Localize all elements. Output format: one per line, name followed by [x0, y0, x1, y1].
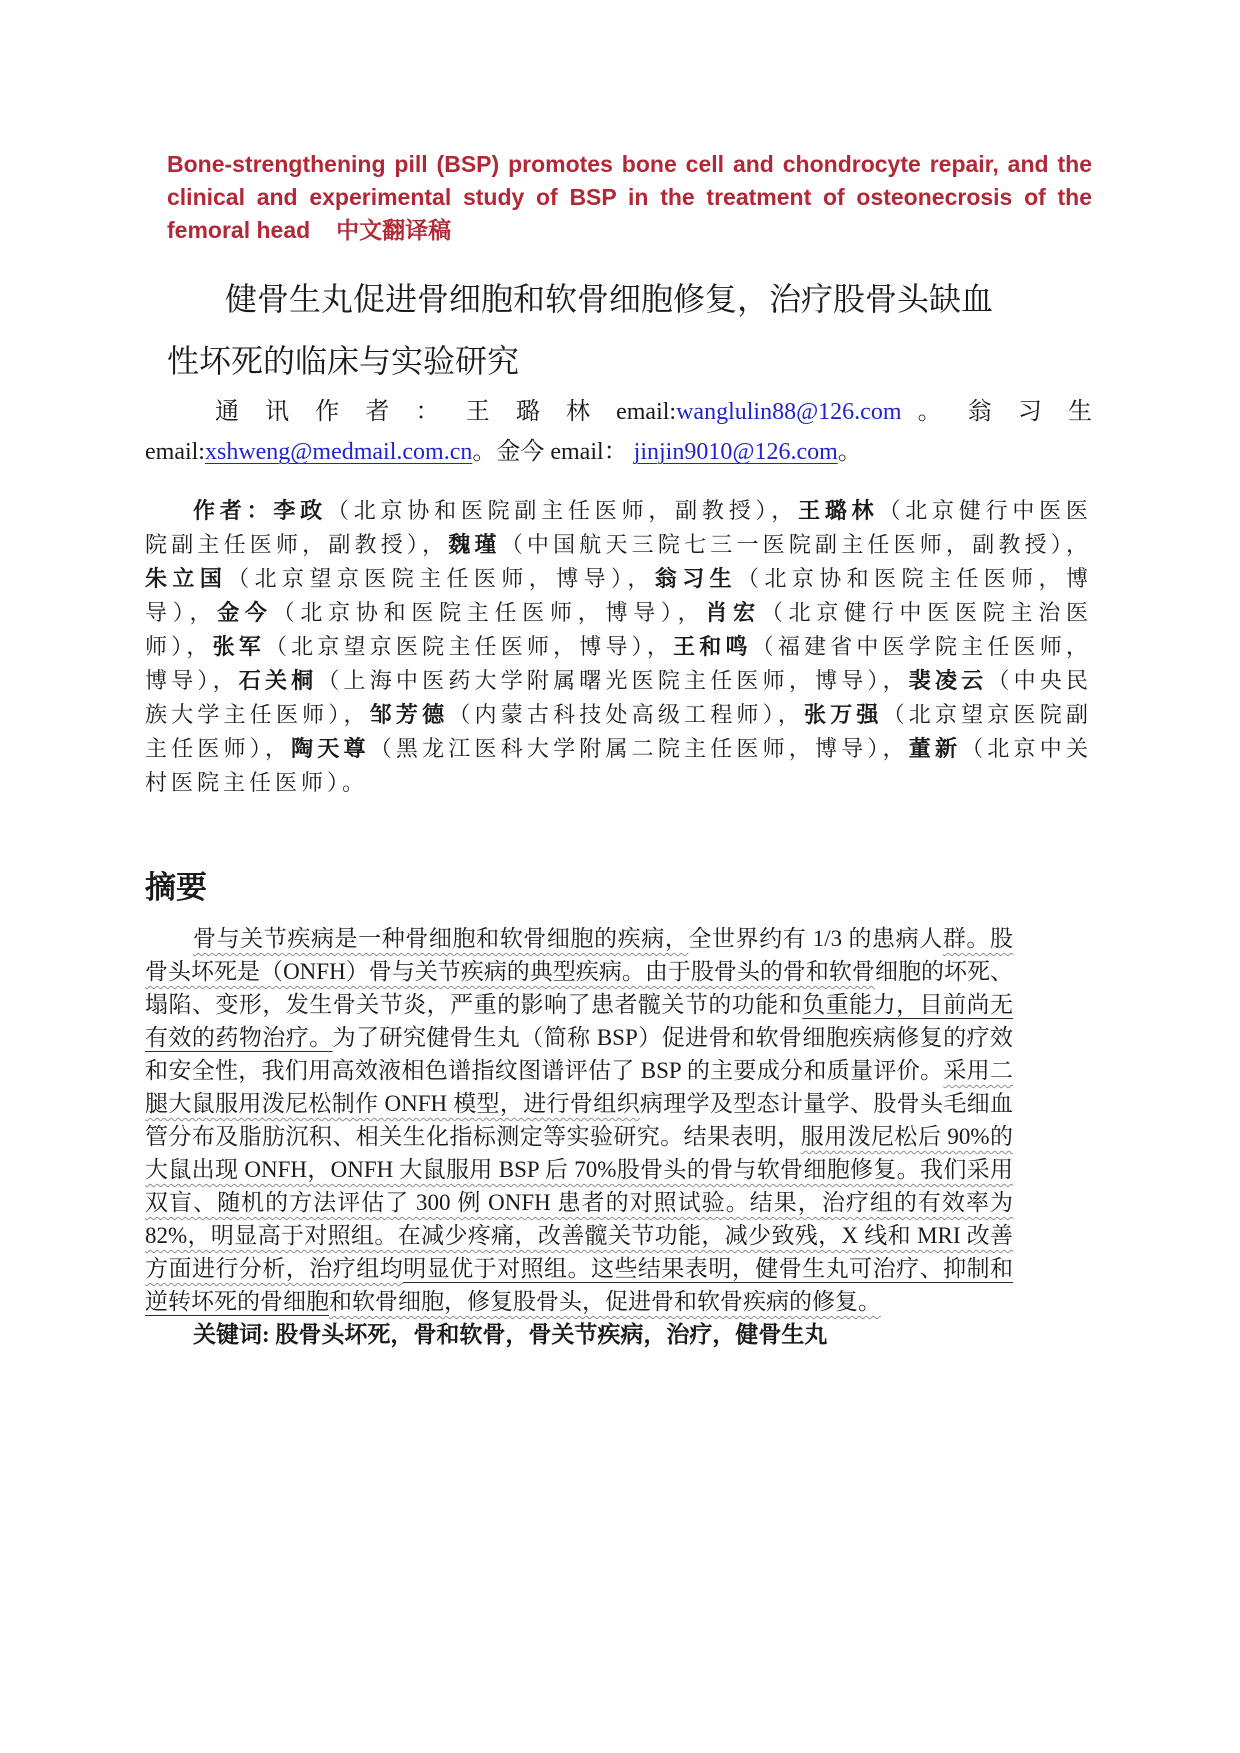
- abstract-segment: 和软骨细胞，修复股骨头，促进骨和软骨疾病的修复。: [329, 1289, 881, 1314]
- author-affiliation: （北京健行中医医院主治医师），: [145, 600, 1092, 659]
- abstract-segment: 采用二腿大鼠服用泼尼松制作 ONFH 模型，进行骨组织: [145, 1058, 1013, 1116]
- author-name: 魏瑾: [448, 532, 501, 557]
- chinese-title: 健骨生丸促进骨细胞和软骨细胞修复，治疗股骨头缺血性坏死的临床与实验研究: [167, 281, 994, 379]
- author-name: 张万强: [804, 702, 883, 727]
- author-name: 翁习生: [654, 566, 738, 591]
- author-affiliation: （中国航天三院七三一医院副主任医师，副教授），: [500, 532, 1092, 557]
- author-affiliation: （北京健行中医医院副主任医师，副教授），: [145, 498, 1092, 557]
- abstract-segment: 服用泼尼松后 90%的大鼠出现 ONFH，ONFH 大鼠服用 BSP 后 70%股骨头的骨与软骨细胞修复。我们采用双盲、随机的方法评估了 300 例 ONFH 患者的对照试验。结果，治疗组的有效率为 82%，明显高于对照组。在减少疼痛，改善髋关节功能，减少致残，X 线和 MRI 改善方面进行分析，治疗组均: [145, 1124, 1013, 1281]
- contact-suffix: 。: [837, 439, 862, 465]
- keywords-line: [145, 1318, 1013, 1351]
- author-affiliation: （福建省中医学院主任医师，博导），: [145, 634, 1092, 693]
- author-affiliation: （内蒙古科技处高级工程师），: [448, 702, 805, 727]
- abstract-segment: 病理学及型态计量学、股骨头毛细血管分布及脂肪沉积、相关生化指标测定等实验研究。结果表明，: [145, 1091, 1014, 1149]
- author-name: 李政: [273, 498, 327, 523]
- author-name: 王璐林: [798, 498, 879, 523]
- author-affiliation: （北京望京医院主任医师，博导），: [227, 566, 655, 591]
- abstract-paragraph: [145, 922, 1013, 1318]
- author-affiliation: （中央民族大学主任医师），: [145, 668, 1092, 727]
- abstract-segment: 负重能力，目前尚无有效的药物治疗。: [145, 992, 1014, 1050]
- author-affiliation: （上海中医药大学附属曙光医院主任医师，博导），: [317, 668, 909, 693]
- authors-label: 作者：: [193, 498, 274, 523]
- english-title-text: Bone-strengthening pill (BSP) promotes bone cell and chondrocyte repair, and the clinical and experimental study of BSP in the treatment of osteonecrosis of the femoral head: [167, 151, 1092, 243]
- author-name: 朱立国: [145, 566, 228, 591]
- email-link-xshweng[interactable]: xshweng@medmail.com.cn: [204, 439, 473, 465]
- translation-tag: 中文翻译稿: [336, 217, 452, 243]
- author-name: 石关桐: [238, 668, 318, 693]
- abstract-segment: 细胞的坏死、塌陷、变形，发生骨关节炎，严重的影响了患者髋关节的功能和: [145, 959, 1014, 1017]
- author-affiliation: （北京协和医院副主任医师，副教授），: [326, 498, 799, 523]
- author-affiliation: （北京望京医院副主任医师），: [145, 702, 1092, 761]
- email-link-jinjin[interactable]: jinjin9010@126.com: [633, 439, 838, 465]
- author-affiliation: （北京协和医院主任医师，博导），: [145, 566, 1092, 625]
- author-name: 陶天尊: [291, 736, 370, 761]
- abstract-segment: 骨与关节疾病是一种骨细胞和软骨细胞的疾病，: [193, 926, 689, 951]
- english-title: [167, 148, 1092, 247]
- author-name: 张军: [212, 634, 265, 659]
- author-affiliation: （北京中关村医院主任医师）。: [145, 736, 1092, 795]
- contact-prefix: 通 讯 作 者 ： 王 璐 林 email:: [215, 399, 677, 425]
- abstract-segment: 为了研究健骨生丸（简称 BSP）促进骨和软骨细胞疾病修复的疗效和安全性，我们用高效液相色谱指纹图谱评估了 BSP 的主要成分和质量评价。: [145, 1025, 1013, 1083]
- author-affiliation: （黑龙江医科大学附属二院主任医师，博导），: [369, 736, 909, 761]
- author-name: 王和鸣: [673, 634, 752, 659]
- authors-paragraph: [145, 494, 1092, 800]
- contact-line: [145, 392, 1092, 472]
- keywords-label: 关键词:: [193, 1322, 270, 1347]
- abstract-segment: 全世界约有 1/3 的患病人: [688, 926, 943, 951]
- author-name: 裴凌云: [908, 668, 988, 693]
- keywords-text: 股骨头坏死，骨和软骨，骨关节疾病，治疗，健骨生丸: [275, 1322, 828, 1347]
- author-name: 金今: [217, 600, 273, 625]
- contact-sep1: 。 翁 习 生 email:: [145, 399, 1093, 465]
- author-name: 肖宏: [705, 600, 761, 625]
- author-affiliation: （北京望京医院主任医师，博导），: [264, 634, 674, 659]
- email-link-wanglulin[interactable]: wanglulin88@126.com: [676, 399, 902, 425]
- abstract-heading: 摘要: [145, 870, 207, 905]
- author-name: 邹芳德: [369, 702, 449, 727]
- author-name: 董新: [908, 736, 962, 761]
- contact-sep2: 。金今 email：: [472, 439, 634, 465]
- abstract-segment: 明显优于对照组。这些结果表明，健骨生丸可治疗、抑制和逆转坏死的骨细胞: [145, 1256, 1014, 1314]
- abstract-segment: 群。股骨头坏死是（ONFH）骨与关节疾病的典型疾病。由于股骨头的骨和软骨: [145, 926, 1014, 984]
- author-affiliation: （北京协和医院主任医师，博导），: [272, 600, 706, 625]
